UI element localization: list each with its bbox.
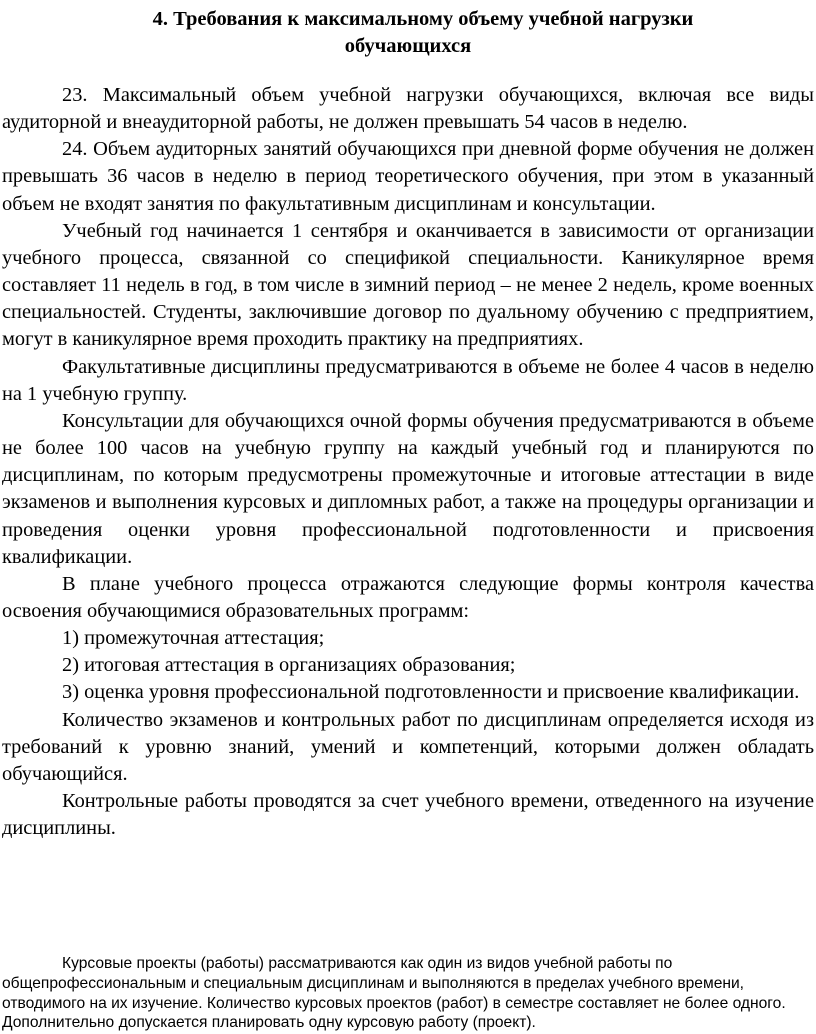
paragraph-optional-disciplines: Факультативные дисциплины предусматриваются в объеме не более 4 часов в неделю на 1 учебную группу. <box>2 355 814 405</box>
paragraph-consultations: Консультации для обучающихся очной формы обучения предусматриваются в объеме не более 100 часов на учебную группу на каждый учебный год и планируются по дисциплинам, по которым предусмотрены промежуточные и итоговые аттестации в виде экзаменов и выполнения курсовых и дипломных работ, а также на процедуры организации и проведения оценки уровня профессиональной подготовленности и присвоения квалификации. <box>2 409 814 568</box>
paragraph-item-23: 23. Максимальный объем учебной нагрузки обучающихся, включая все виды аудиторной и внеаудиторной работы, не должен превышать 54 часов в неделю. <box>2 84 814 134</box>
paragraph-exams-count: Количество экзаменов и контрольных работ по дисциплинам определяется исходя из требований к уровню знаний, умений и компетенций, которыми должен обладать обучающийся. <box>2 708 814 785</box>
paragraph-academic-year: Учебный год начинается 1 сентября и оканчивается в зависимости от организации учебного процесса, связанной со спецификой специальности. Каникулярное время составляет 11 недель в год, в том числе в зимний период – не менее 2 недель, кроме военных специальностей. Студенты, заключившие договор по дуальному обучению с предприятием, могут в каникулярное время проходить практику на предприятиях. <box>2 219 814 351</box>
footnote-course-projects: Курсовые проекты (работы) рассматриваются как один из видов учебной работы по общепрофессиональным и специальным дисциплинам и выполняются в пределах учебного времени, отводимого на их изучение. Количество курсовых проектов (работ) в семестре составляет не более одного. Дополнительно допускается планировать одну курсовую работу (проект). <box>2 955 786 1032</box>
section-heading-line-2: обучающихся <box>344 35 472 57</box>
list-item-3: 3) оценка уровня профессиональной подготовленности и присвоение квалификации. <box>62 681 800 704</box>
paragraph-control-works: Контрольные работы проводятся за счет учебного времени, отведенного на изучение дисциплины. <box>2 790 814 840</box>
section-heading-line-1: 4. Требования к максимальному объему учебной нагрузки <box>152 8 694 30</box>
paragraph-control-forms: В плане учебного процесса отражаются следующие формы контроля качества освоения обучающимися образовательных программ: <box>2 572 814 622</box>
list-item-1: 1) промежуточная аттестация; <box>62 627 325 650</box>
document-body <box>2 82 814 842</box>
paragraph-item-24: 24. Объем аудиторных занятий обучающихся при дневной форме обучения не должен превышать 36 часов в неделю в период теоретического обучения, при этом в указанный объем не входят занятия по факультативным дисциплинам и консультации. <box>2 138 814 215</box>
list-item-2: 2) итоговая аттестация в организациях образования; <box>62 654 516 677</box>
